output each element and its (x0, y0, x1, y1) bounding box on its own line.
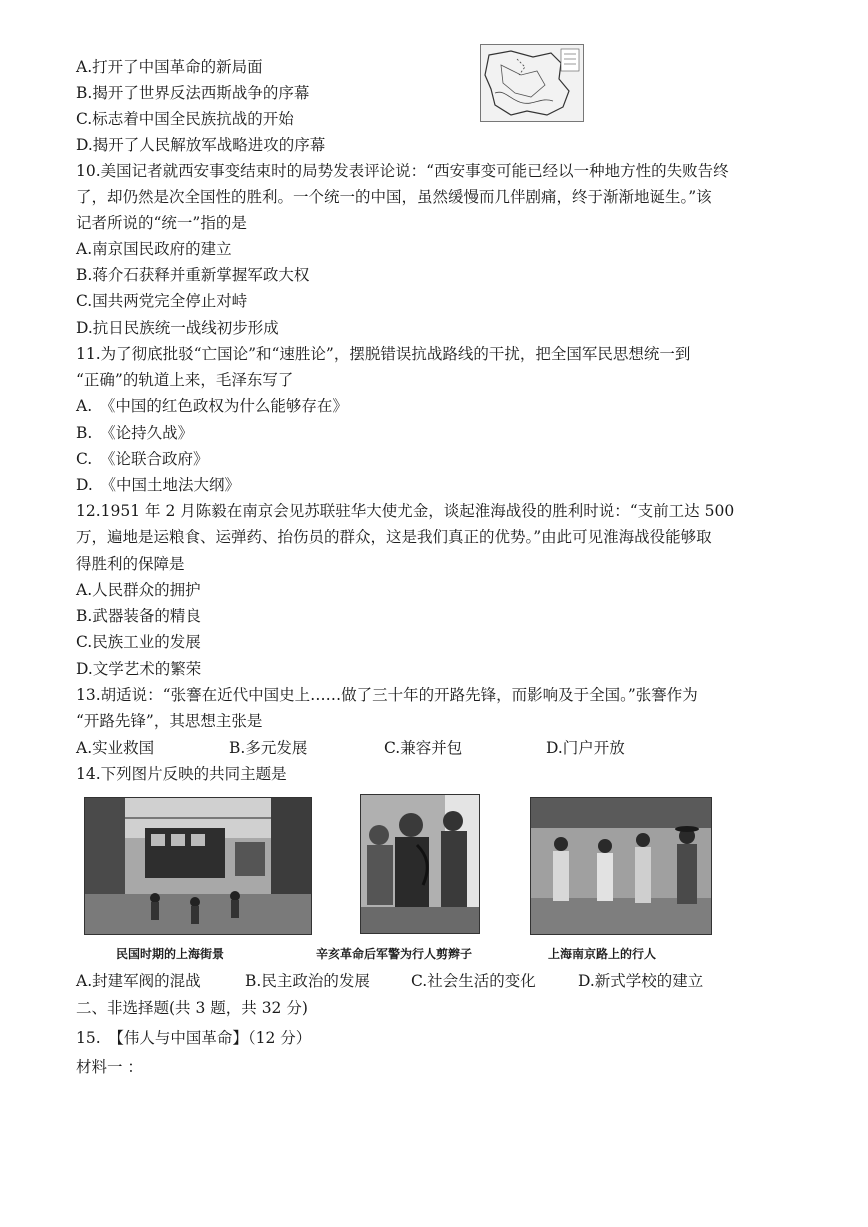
q15-material-label: 材料一 ： (76, 1058, 143, 1076)
map-drawing (481, 45, 583, 121)
q12-stem-line-1: 12.1951 年 2 月陈毅在南京会见苏联驻华大使尤金，谈起淮海战役的胜利时说：“支前工达 500 (76, 502, 735, 520)
q9-option-d: D.揭开了人民解放军战略进攻的序幕 (76, 136, 326, 154)
caption-nanjing-road: 上海南京路上的行人 (548, 947, 657, 961)
q12-stem-line-3: 得胜利的保障是 (76, 555, 185, 573)
q13-stem-line-2: “开路先锋”，其思想主张是 (76, 712, 263, 730)
q13-option-a: A.实业救国 (76, 739, 155, 757)
photo-nanjing-road (530, 797, 712, 935)
q9-option-c: C.标志着中国全民族抗战的开始 (76, 110, 294, 128)
q14-option-a: A.封建军阀的混战 (76, 972, 201, 990)
q12-option-b: B.武器装备的精良 (76, 607, 201, 625)
q11-option-b: B. 《论持久战》 (76, 424, 194, 442)
q14-option-b: B.民主政治的发展 (245, 972, 370, 990)
q11-option-c: C. 《论联合政府》 (76, 450, 209, 468)
section-2-title: 二、非选择题(共 3 题，共 32 分) (76, 999, 308, 1017)
q10-stem-line-1: 10.美国记者就西安事变结束时的局势发表评论说：“西安事变可能已经以一种地方性的失败告终 (76, 162, 729, 180)
q10-option-a: A.南京国民政府的建立 (76, 240, 232, 258)
caption-shanghai-street: 民国时期的上海街景 (116, 947, 225, 961)
q10-option-b: B.蒋介石获释并重新掌握军政大权 (76, 266, 310, 284)
map-image (480, 44, 584, 122)
q13-option-d: D.门户开放 (546, 739, 625, 757)
q14-option-d: D.新式学校的建立 (578, 972, 704, 990)
q11-option-d: D. 《中国土地法大纲》 (76, 476, 241, 494)
q13-stem-line-1: 13.胡适说：“张謇在近代中国史上……做了三十年的开路先锋，而影响及于全国。”张謇作为 (76, 686, 698, 704)
q14-option-c: C.社会生活的变化 (411, 972, 536, 990)
q12-option-d: D.文学艺术的繁荣 (76, 660, 202, 678)
caption-cutting-queues: 辛亥革命后军警为行人剪辫子 (316, 947, 473, 961)
q11-stem-line-1: 11.为了彻底批驳“亡国论”和“速胜论”，摆脱错误抗战路线的干扰，把全国军民思想统一到 (76, 345, 691, 363)
q9-option-b: B.揭开了世界反法西斯战争的序幕 (76, 84, 310, 102)
q11-option-a: A. 《中国的红色政权为什么能够存在》 (76, 397, 348, 415)
q12-option-a: A.人民群众的拥护 (76, 581, 201, 599)
q13-options-row (76, 738, 776, 758)
q13-option-c: C.兼容并包 (384, 739, 463, 757)
q10-option-d: D.抗日民族统一战线初步形成 (76, 319, 279, 337)
q13-option-b: B.多元发展 (229, 739, 308, 757)
q10-option-c: C.国共两党完全停止对峙 (76, 292, 248, 310)
q9-option-a: A.打开了中国革命的新局面 (76, 58, 263, 76)
q10-stem-line-3: 记者所说的“统一”指的是 (76, 214, 247, 232)
q11-stem-line-2: “正确”的轨道上来，毛泽东写了 (76, 371, 294, 389)
q10-stem-line-2: 了，却仍然是次全国性的胜利。一个统一的中国，虽然缓慢而几伴剧痛，终于渐渐地诞生。”该 (76, 188, 712, 206)
q15-title: 15. 【伟人与中国革命】（12 分） (76, 1029, 312, 1047)
q14-stem: 14.下列图片反映的共同主题是 (76, 765, 287, 783)
q14-options-row (76, 971, 796, 991)
photo-shanghai-street (84, 797, 312, 935)
q12-option-c: C.民族工业的发展 (76, 633, 201, 651)
photo-cutting-queues (360, 794, 480, 934)
q12-stem-line-2: 万，遍地是运粮食、运弹药、抬伤员的群众，这是我们真正的优势。”由此可见淮海战役能够取 (76, 528, 712, 546)
